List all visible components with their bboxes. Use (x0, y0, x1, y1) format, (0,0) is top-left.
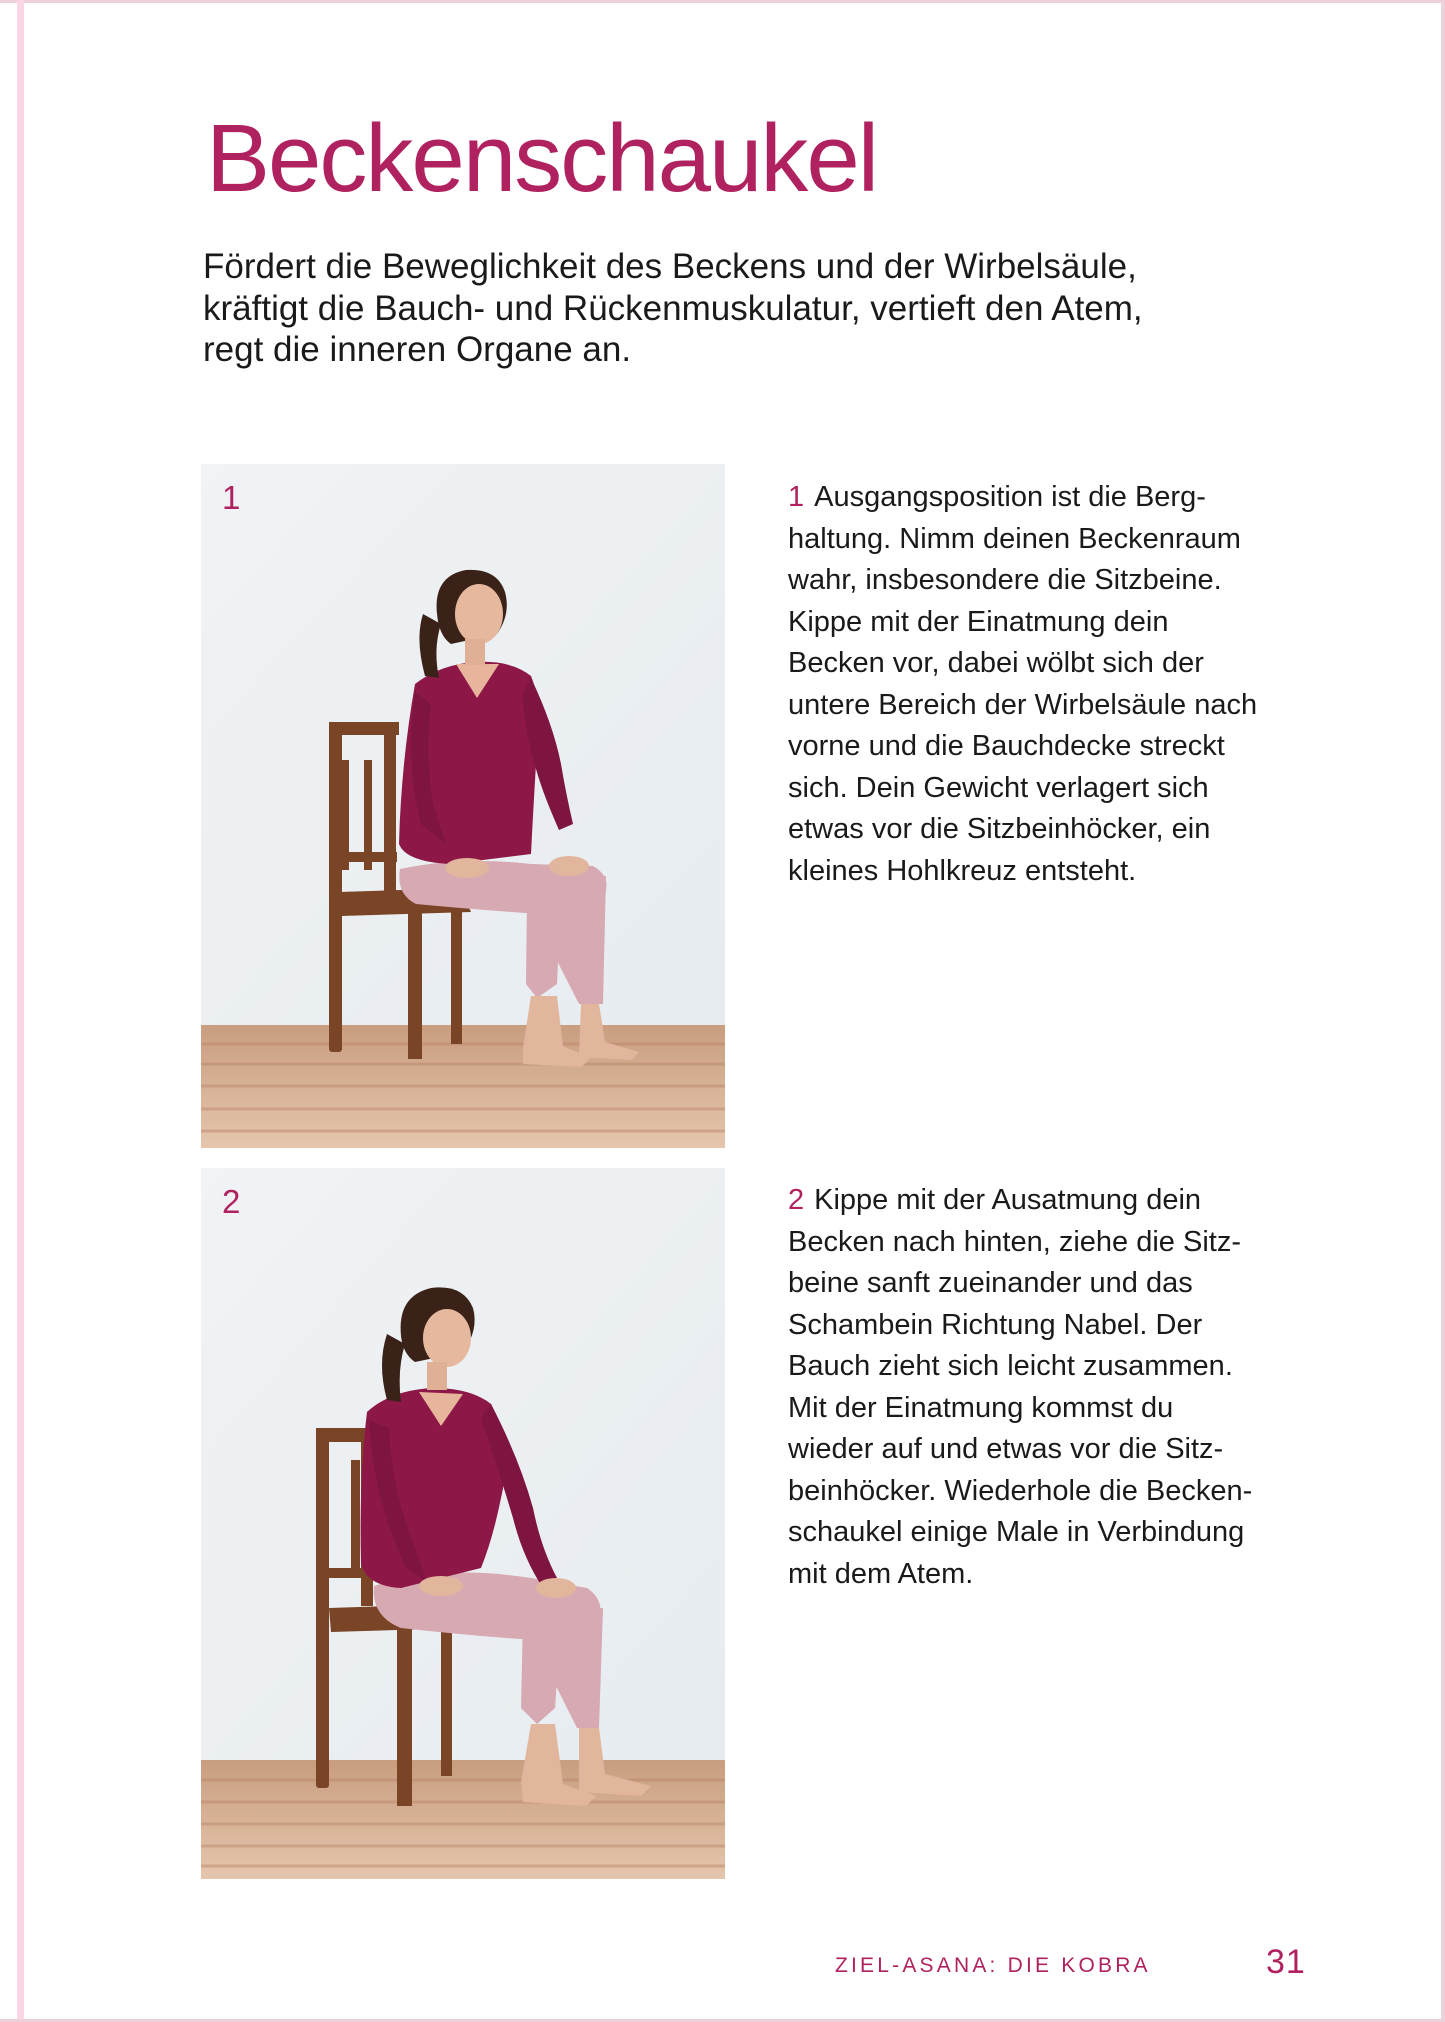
step-line: kleines Hohlkreuz entsteht. (788, 854, 1137, 887)
step-line: untere Bereich der Wirbelsäule nach (788, 688, 1258, 721)
step-line: beinhöcker. Wiederhole die Becken- (788, 1474, 1253, 1507)
step-line: sich. Dein Gewicht verlagert sich (788, 771, 1209, 804)
step-1-instructions (788, 477, 1348, 892)
step-line: Bauch zieht sich leicht zusammen. (788, 1350, 1233, 1382)
photo-step-number: 1 (222, 479, 241, 516)
page-margin-line (17, 0, 24, 2022)
step-line (788, 477, 1348, 519)
page-border-right (1441, 0, 1445, 2022)
step-line: Kippe mit der Einatmung dein (788, 605, 1169, 638)
page-title: Beckenschaukel (206, 105, 878, 212)
exercise-photo-1 (201, 464, 725, 1148)
intro-line: regt die inneren Organe an. (203, 330, 632, 369)
intro-line: kräftigt die Bauch- und Rückenmuskulatur, vertieft den Atem, (203, 288, 1143, 328)
step-line: vorne und die Bauchdecke streckt (788, 730, 1225, 762)
page-number: 31 (1266, 1943, 1306, 1981)
step-number: 2 (788, 1184, 805, 1216)
step-line: haltung. Nimm deinen Beckenraum (788, 522, 1241, 555)
step-line: Mit der Einatmung kommst du (788, 1391, 1174, 1424)
step-line: schaukel einige Male in Verbindung (788, 1516, 1245, 1548)
step-line (788, 1180, 1348, 1222)
seated-woman-pelvis-back-image (201, 1168, 725, 1879)
running-footer-section: ZIEL-ASANA: DIE KOBRA (835, 1954, 1151, 1977)
step-line: beine sanft zueinander und das (788, 1267, 1193, 1299)
page-border-top (0, 0, 1445, 3)
intro-line: Fördert die Beweglichkeit des Beckens und der Wirbelsäule, (203, 247, 1137, 286)
exercise-photo-2 (201, 1168, 725, 1879)
step-line: Becken vor, dabei wölbt sich der (788, 647, 1204, 679)
step-line: wahr, insbesondere die Sitzbeine. (788, 564, 1222, 596)
step-line: etwas vor die Sitzbeinhöcker, ein (788, 813, 1211, 845)
step-line: Schambein Richtung Nabel. Der (788, 1308, 1203, 1341)
seated-woman-pelvis-forward-image (201, 464, 725, 1148)
step-line: Becken nach hinten, ziehe die Sitz- (788, 1225, 1241, 1258)
step-number: 1 (788, 481, 805, 513)
step-line-text: Ausgangsposition ist die Berg- (814, 481, 1206, 513)
intro-paragraph (203, 246, 1143, 371)
step-line-text: Kippe mit der Ausatmung dein (814, 1184, 1202, 1216)
photo-step-number: 2 (222, 1183, 241, 1220)
step-line: mit dem Atem. (788, 1557, 974, 1590)
step-2-instructions (788, 1180, 1348, 1595)
step-line: wieder auf und etwas vor die Sitz- (788, 1433, 1224, 1465)
